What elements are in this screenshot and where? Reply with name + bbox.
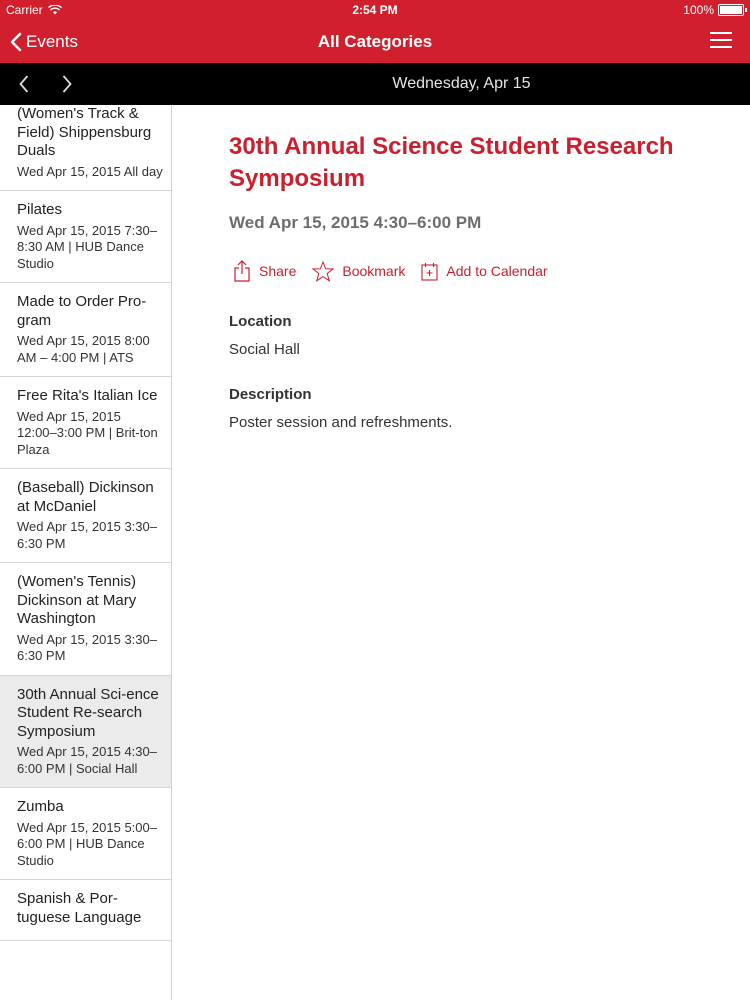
- date-navigation-bar: [0, 63, 750, 105]
- carrier-label: Carrier: [6, 3, 43, 17]
- event-item-details: Wed Apr 15, 2015 12:00–3:00 PM | Brit-ton Plaza: [17, 408, 158, 457]
- event-list-item[interactable]: [0, 377, 171, 469]
- event-item-details: Wed Apr 15, 2015 3:30–6:30 PM: [17, 519, 157, 551]
- event-list-item[interactable]: [0, 880, 171, 941]
- event-item-title: Spanish & Por-tuguese Language: [17, 890, 142, 926]
- share-label: Share: [259, 263, 297, 279]
- event-item-title: 30th Annual Sci-ence Student Re-search Symposium: [17, 685, 159, 740]
- current-date-label: Wednesday, Apr 15: [392, 75, 531, 92]
- event-list-item[interactable]: [0, 788, 171, 880]
- add-to-calendar-label: Add to Calendar: [446, 263, 548, 279]
- star-icon: [312, 261, 334, 282]
- event-item-title: Free Rita's Italian Ice: [17, 387, 158, 404]
- share-button[interactable]: [233, 260, 296, 282]
- event-title: 30th Annual Science Student Research Symposium: [229, 133, 674, 192]
- event-item-details: Wed Apr 15, 2015 3:30–6:30 PM: [17, 631, 157, 663]
- event-item-title: Zumba: [17, 798, 64, 815]
- event-item-details: Wed Apr 15, 2015 7:30–8:30 AM | HUB Dance Studio: [17, 222, 157, 271]
- event-item-title: (Women's Track & Field) Shippensburg Duals: [17, 105, 152, 159]
- event-list-item[interactable]: [0, 469, 171, 563]
- menu-icon: [710, 32, 732, 34]
- back-button[interactable]: [10, 20, 78, 63]
- page-title: All Categories: [317, 32, 433, 51]
- event-list-item[interactable]: [0, 283, 171, 377]
- previous-day-button[interactable]: [9, 63, 39, 105]
- event-item-details: Wed Apr 15, 2015 4:30–6:00 PM | Social Hall: [17, 744, 157, 776]
- back-button-label: Events: [26, 31, 78, 51]
- navigation-bar: [0, 20, 750, 63]
- event-actions: [233, 260, 564, 282]
- event-list-item[interactable]: [0, 105, 171, 191]
- event-item-details: Wed Apr 15, 2015 5:00–6:00 PM | HUB Dance Studio: [17, 819, 157, 868]
- share-icon: [233, 260, 251, 282]
- event-list-item[interactable]: [0, 563, 171, 676]
- chevron-left-icon: [19, 75, 29, 93]
- menu-button[interactable]: [710, 32, 732, 50]
- status-bar: [0, 0, 750, 20]
- location-label: Location: [229, 313, 292, 330]
- event-item-title: (Women's Tennis) Dickinson at Mary Washington: [17, 573, 137, 627]
- event-list-item-selected[interactable]: [0, 676, 171, 789]
- add-to-calendar-button[interactable]: [421, 262, 547, 281]
- event-list: [0, 105, 171, 941]
- location-value: Social Hall: [229, 341, 300, 358]
- battery-icon: [718, 4, 744, 16]
- status-time: 2:54 PM: [352, 3, 398, 17]
- calendar-add-icon: [421, 262, 438, 281]
- battery-indicator: [683, 3, 744, 17]
- event-item-title: (Baseball) Dickinson at McDaniel: [17, 479, 154, 515]
- event-item-details: Wed Apr 15, 2015 8:00 AM – 4:00 PM | ATS: [17, 333, 150, 365]
- event-item-title: Pilates: [17, 201, 63, 218]
- battery-percent: 100%: [683, 3, 714, 17]
- event-item-title: Made to Order Pro-gram: [17, 293, 147, 329]
- description-label: Description: [229, 386, 312, 403]
- bookmark-label: Bookmark: [342, 263, 406, 279]
- event-list-sidebar[interactable]: [0, 105, 172, 1000]
- next-day-button[interactable]: [52, 63, 82, 105]
- event-item-details: Wed Apr 15, 2015 All day: [17, 163, 163, 179]
- chevron-left-icon: [10, 32, 22, 52]
- chevron-right-icon: [62, 75, 72, 93]
- bookmark-button[interactable]: [312, 261, 405, 282]
- event-date: Wed Apr 15, 2015 4:30–6:00 PM: [229, 213, 482, 232]
- description-value: Poster session and refreshments.: [229, 414, 453, 431]
- event-list-item[interactable]: [0, 191, 171, 283]
